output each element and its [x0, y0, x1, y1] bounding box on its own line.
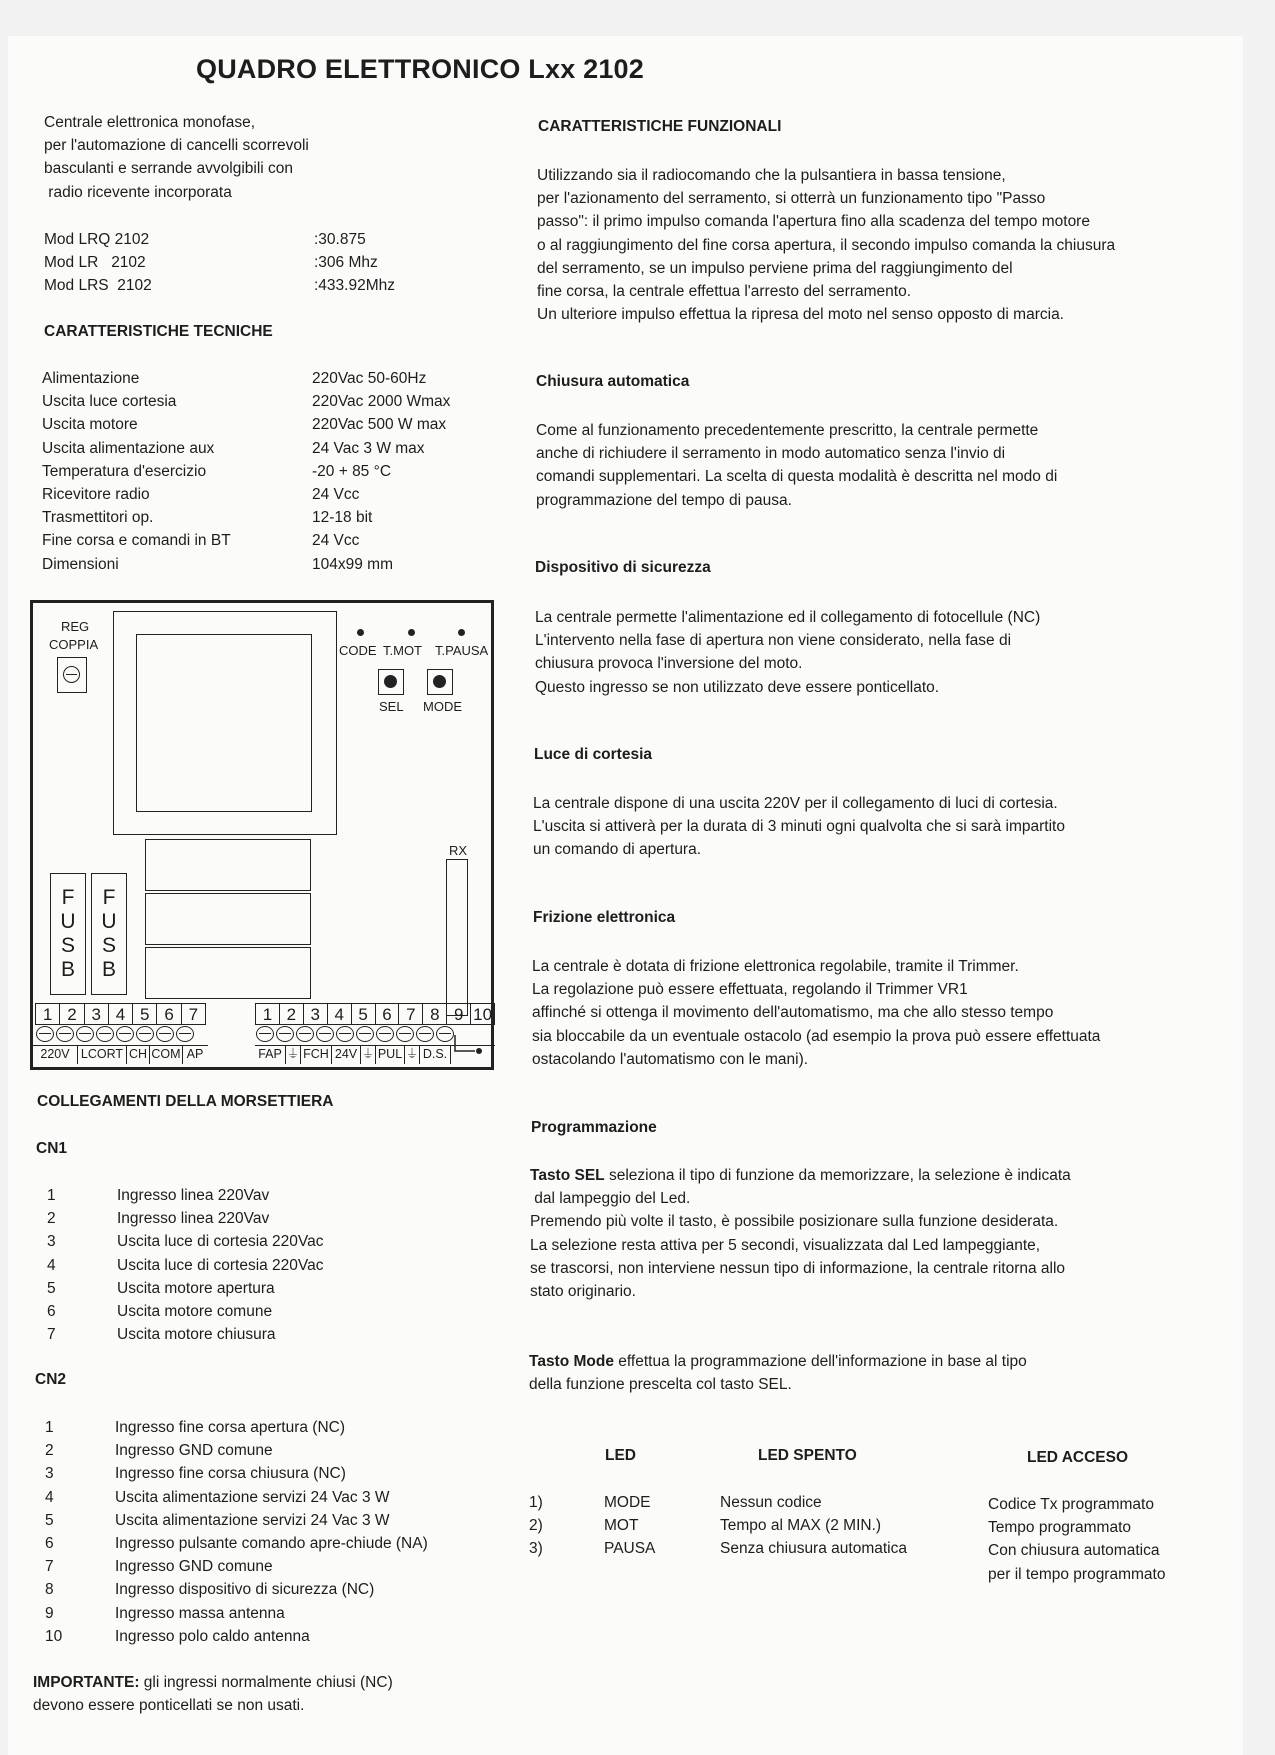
cn2-numbers: 1 2 3 4 5 6 7 8 9 10 [255, 1003, 495, 1025]
list-item: 3 Uscita luce di cortesia 220Vac [47, 1233, 324, 1251]
led-code-icon [357, 629, 364, 636]
led-header-off: LED SPENTO [758, 1447, 857, 1464]
tech-heading: CARATTERISTICHE TECNICHE [44, 323, 273, 340]
led-code-label: CODE [339, 643, 377, 658]
model-row: Mod LRS 2102 :433.92Mhz [44, 277, 395, 295]
spec-row: Uscita alimentazione aux 24 Vac 3 W max [42, 439, 425, 457]
mode-button[interactable] [427, 669, 453, 695]
cn1-heading: CN1 [36, 1140, 68, 1157]
spec-row: Dimensioni 104x99 mm [42, 555, 393, 573]
important-note: IMPORTANTE: gli ingressi normalmente chiusi (NC) devono essere ponticellati se non usati. [33, 1674, 393, 1715]
func-text: Utilizzando sia il radiocomando che la pulsantiera in bassa tensione, per l'azionamento del serramento, si otterrà un funzionamento tipo "Passo passo": il primo impulso comanda l'apertura fino alla scadenza del tempo motore o al raggiungimento del fine corsa apertura, il secondo impulso comanda la chiusura del serramento, se un impulso perviene prima del raggiungimento del fine corsa, la centrale effettua l'arresto del serramento. Un ulteriore impulso effettua la ripresa del moto nel senso opposto di marcia. [537, 167, 1116, 324]
intro-line: basculanti e serrande avvolgibili con [44, 160, 294, 178]
relay-3 [145, 947, 311, 999]
list-item: 7 Uscita motore chiusura [47, 1326, 276, 1344]
safety-text: La centrale permette l'alimentazione ed il collegamento di fotocellule (NC) L'intervento nella fase di apertura non viene considerato, nella fase di chiusura provoca l'inversione del moto. Questo ingresso se non utilizzato deve essere ponticellato. [535, 609, 1041, 696]
relay-1 [145, 839, 311, 891]
model-row: Mod LRQ 2102 :30.875 [44, 231, 366, 248]
sel-key-text: Tasto SEL seleziona il tipo di funzione da memorizzare, la selezione è indicata dal lampeggio del Led. Premendo più volte il tasto, è possibile posizionare sulla funzione desiderata. La selezione resta attiva per 5 secondi, visualizzata dal Led lampeggiante, se trascorsi, non interviene nessun tipo di informazione, la centrale ritorna allo stato originario. [530, 1167, 1071, 1301]
list-item: 1 Ingresso linea 220Vav [47, 1187, 270, 1204]
intro-text [44, 111, 309, 204]
list-item: 7 Ingresso GND comune [45, 1558, 273, 1576]
safety-heading: Dispositivo di sicurezza [535, 559, 711, 576]
cn2-heading: CN2 [35, 1371, 67, 1388]
spec-row: Ricevitore radio 24 Vcc [42, 485, 360, 503]
spec-row: Uscita luce cortesia 220Vac 2000 Wmax [42, 393, 451, 411]
intro-line: radio ricevente incorporata [44, 183, 232, 201]
list-item: 5 Uscita alimentazione servizi 24 Vac 3 W [45, 1511, 390, 1529]
cn1-list [47, 1184, 323, 1346]
list-item: 1 Ingresso fine corsa apertura (NC) [45, 1419, 346, 1436]
list-item: 4 Uscita luce di cortesia 220Vac [47, 1256, 324, 1274]
led-tpausa-icon [458, 629, 465, 636]
spec-row: Alimentazione 220Vac 50-60Hz [42, 370, 427, 387]
list-item: 6 Ingresso pulsante comando apre-chiude (NA) [45, 1534, 428, 1552]
list-item: 4 Uscita alimentazione servizi 24 Vac 3 W [45, 1488, 390, 1506]
auto-text: Come al funzionamento precedentemente prescritto, la centrale permette anche di richiudere il serramento in modo automatico senza l'invio di comandi supplementari. La scelta di questa modalità è descritta nel modo di programmazione del tempo di pausa. [536, 422, 1058, 509]
cn1-numbers: 1 2 3 4 5 6 7 [35, 1003, 206, 1025]
page-title: QUADRO ELETTRONICO Lxx 2102 [196, 54, 644, 84]
led-row-on: Codice Tx programmato Tempo programmato Con chiusura automatica per il tempo programmato [988, 1496, 1166, 1583]
list-item: 10 Ingresso polo caldo antenna [45, 1627, 310, 1645]
clutch-heading: Frizione elettronica [533, 909, 676, 926]
cn2-labels: FAP ⏚ FCH 24V ⏚ PUL ⏚ D.S. [255, 1045, 495, 1064]
list-item: 8 Ingresso dispositivo di sicurezza (NC) [45, 1581, 375, 1599]
cn2-list [45, 1416, 428, 1648]
spec-row: Fine corsa e comandi in BT 24 Vcc [42, 532, 360, 550]
list-item: 9 Ingresso massa antenna [45, 1604, 285, 1622]
mode-label: MODE [423, 699, 462, 714]
display-window [136, 634, 312, 812]
prog-heading: Programmazione [531, 1119, 657, 1136]
spec-row: Uscita motore 220Vac 500 W max [42, 416, 447, 434]
fuse-2: F U S B [91, 873, 127, 995]
list-item: 2 Ingresso linea 220Vav [47, 1210, 270, 1228]
tech-specs [42, 367, 450, 576]
light-heading: Luce di cortesia [534, 746, 653, 763]
func-heading: CARATTERISTICHE FUNZIONALI [538, 118, 782, 135]
led-row-numbers: 1) 2) 3) [529, 1494, 543, 1558]
rx-module [446, 859, 468, 1016]
display-module [113, 611, 337, 835]
spec-row: Trasmettitori op. 12-18 bit [42, 509, 373, 527]
clutch-text: La centrale è dotata di frizione elettronica regolabile, tramite il Trimmer. La regolazione può essere effettuata, regolando il Trimmer VR1 affinché si ottenga il movimento dell'automatismo, ma che allo stesso tempo sia bloccabile da un eventuale ostacolo (ad esempio la prova può essere effettuata ostacolando l'automatismo con le mani). [532, 958, 1101, 1068]
list-item: 3 Ingresso fine corsa chiusura (NC) [45, 1465, 346, 1483]
cn1-labels: 220V LCORT CH COM AP [33, 1045, 208, 1064]
fuse-1: F U S B [50, 873, 86, 995]
cn1-screws [36, 1026, 196, 1044]
led-header-led: LED [605, 1447, 636, 1464]
model-row: Mod LR 2102 :306 Mhz [44, 254, 378, 272]
antenna-ground-icon [451, 1033, 491, 1063]
list-item: 5 Uscita motore apertura [47, 1279, 275, 1297]
rx-label: RX [449, 843, 468, 858]
mode-key-text: Tasto Mode effettua la programmazione dell'informazione in base al tipo della funzione prescelta col tasto SEL. [529, 1353, 1027, 1394]
sel-button[interactable] [378, 669, 404, 695]
spec-row: Temperatura d'esercizio -20 + 85 °C [42, 462, 392, 480]
light-text: La centrale dispone di una uscita 220V per il collegamento di luci di cortesia. L'uscita si attiverà per la durata di 3 minuti ogni qualvolta che si sarà impartito un comando di apertura. [533, 795, 1065, 859]
relay-2 [145, 893, 311, 945]
reg-label: REG [61, 619, 90, 634]
auto-heading: Chiusura automatica [536, 373, 690, 390]
led-tpausa-label: T.PAUSA [435, 643, 489, 658]
sel-label: SEL [379, 699, 404, 714]
led-row-names: MODE MOT PAUSA [604, 1494, 656, 1558]
list-item: 6 Uscita motore comune [47, 1302, 273, 1320]
list-item: 2 Ingresso GND comune [45, 1442, 273, 1460]
connections-heading: COLLEGAMENTI DELLA MORSETTIERA [37, 1093, 334, 1110]
intro-line: Centrale elettronica monofase, [44, 114, 256, 131]
intro-line: per l'automazione di cancelli scorrevoli [44, 137, 309, 155]
led-tmot-icon [408, 629, 415, 636]
cn2-screws [256, 1026, 456, 1044]
led-tmot-label: T.MOT [383, 643, 422, 658]
led-header-on: LED ACCESO [1027, 1449, 1129, 1466]
led-row-off: Nessun codice Tempo al MAX (2 MIN.) Senza chiusura automatica [720, 1494, 907, 1558]
trimmer-icon [57, 657, 87, 693]
models-list [44, 228, 395, 298]
coppia-label: COPPIA [49, 637, 99, 652]
board-diagram [30, 600, 494, 1070]
